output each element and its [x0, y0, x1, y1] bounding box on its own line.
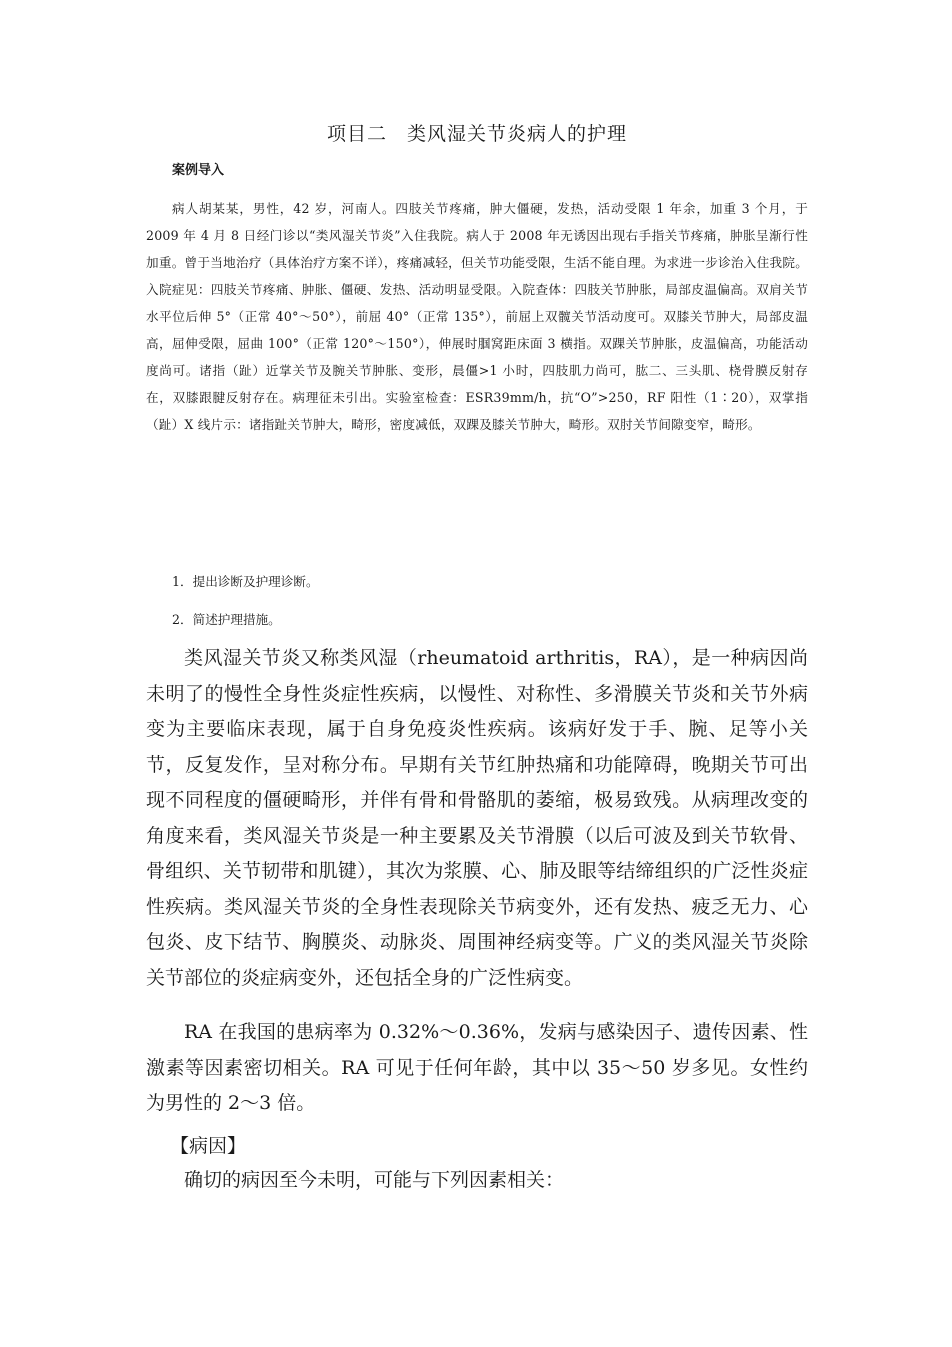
page-title: 项目二 类风湿关节炎病人的护理	[326, 123, 627, 145]
case-paragraph: 病人胡某某，男性，42 岁，河南人。四肢关节疼痛，肿大僵硬，发热，活动受限 1 年余，加重 3 个月，于 2009 年 4 月 8 日经门诊以“类风湿关节炎”入住我院。病人于 2008 年无诱因出现右手指关节疼痛，肿胀呈渐行性加重。曾于当地治疗（具体治疗方案不详），疼痛减轻，但关节功能受限，生活不能自理。为求进一步诊治入住我院。入院症见：四肢关节疼痛、肿胀、僵硬、发热、活动明显受限。入院查体：四肢关节肿胀，局部皮温偏高。双肩关节水平位后伸 5°（正常 40°～50°），前屈 40°（正常 135°），前屈上双髋关节活动度可。双膝关节肿大，局部皮温高，屈伸受限，屈曲 100°（正常 120°～150°），伸展时腘窝距床面 3 横指。双踝关节肿胀，皮温偏高，功能活动度尚可。诸指（趾）近掌关节及腕关节肿胀、变形，晨僵>1 小时，四肢肌力尚可，肱二、三头肌、桡骨膜反射存在，双膝跟腱反射存在。病理征未引出。实验室检查：ESR39mm/h，抗“O”>250，RF 阳性（1∶20），双掌指（趾）X 线片示：诸指趾关节肿大，畸形，密度减低，双踝及膝关节肿大，畸形。双肘关节间隙变窄，畸形。	[146, 201, 808, 432]
question-1: 1．提出诊断及护理诊断。	[172, 574, 319, 589]
case-intro-heading: 案例导入	[172, 163, 225, 178]
question-2: 2．简述护理措施。	[172, 612, 281, 627]
document-page	[146, 0, 808, 1347]
cause-section-heading: 【病因】	[170, 1135, 247, 1157]
body-paragraph-prevalence: RA 在我国的患病率为 0.32%～0.36%，发病与感染因子、遗传因素、性激素等因素密切相关。RA 可见于任何年龄，其中以 35～50 岁多见。女性约为男性的 2～3 倍。	[146, 1021, 808, 1114]
cause-intro-text: 确切的病因至今未明，可能与下列因素相关：	[184, 1169, 565, 1191]
body-paragraph-definition: 类风湿关节炎又称类风湿（rheumatoid arthritis，RA），是一种病因尚未明了的慢性全身性炎症性疾病，以慢性、对称性、多滑膜关节炎和关节外病变为主要临床表现，属于自身免疫炎性疾病。该病好发于手、腕、足等小关节，反复发作，呈对称分布。早期有关节红肿热痛和功能障碍，晚期关节可出现不同程度的僵硬畸形，并伴有骨和骨骼肌的萎缩，极易致残。从病理改变的角度来看，类风湿关节炎是一种主要累及关节滑膜（以后可波及到关节软骨、骨组织、关节韧带和肌键），其次为浆膜、心、肺及眼等结缔组织的广泛性炎症性疾病。类风湿关节炎的全身性表现除关节病变外，还有发热、疲乏无力、心包炎、皮下结节、胸膜炎、动脉炎、周围神经病变等。广义的类风湿关节炎除关节部位的炎症病变外，还包括全身的广泛性病变。	[146, 647, 808, 989]
